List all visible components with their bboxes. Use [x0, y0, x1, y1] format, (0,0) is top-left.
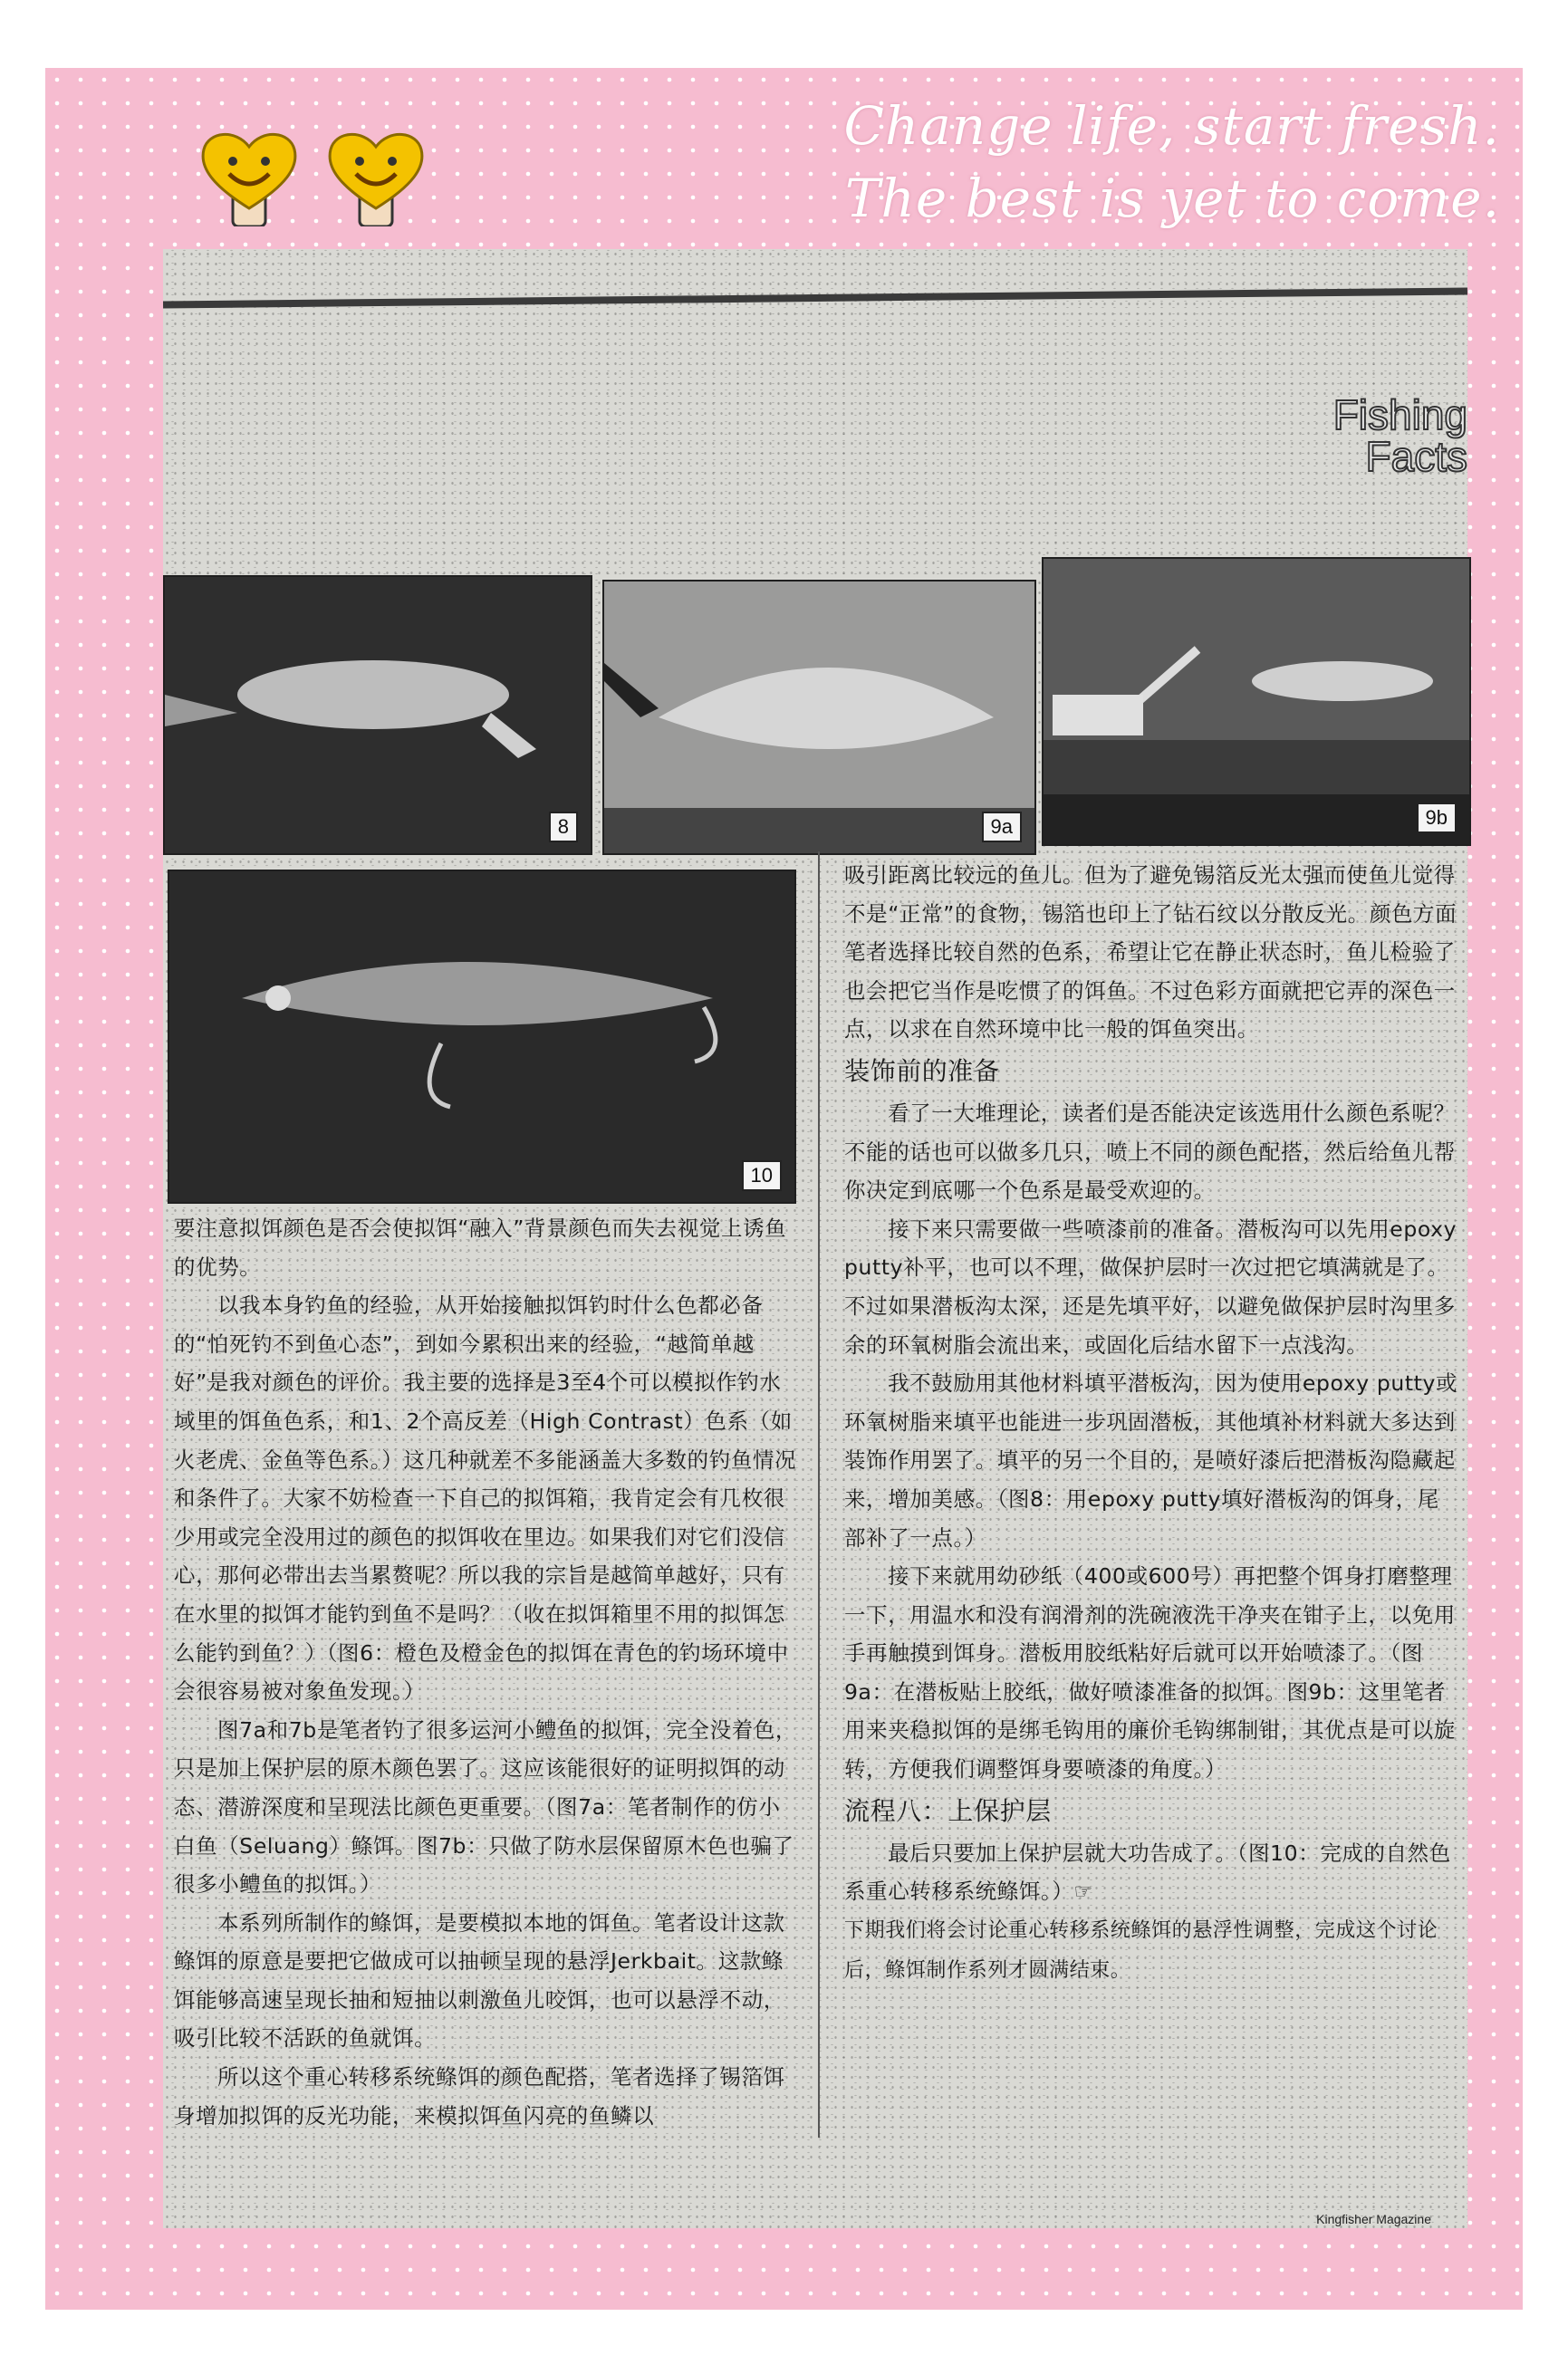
smiley-heart-icon	[195, 127, 303, 226]
photo-lure-8	[163, 575, 592, 855]
brand-line-1: Fishing	[1332, 391, 1467, 438]
left-column	[174, 1209, 799, 2135]
section-heading: 流程八：上保护层	[844, 1795, 1052, 1826]
photo-lure-9a	[602, 580, 1036, 855]
body-paragraph: 以我本身钓鱼的经验，从开始接触拟饵钓时什么色都必备的“怕死钓不到鱼心态”，到如今累积出来的经验，“越简单越好”是我对颜色的评价。我主要的选择是3至4个可以模拟作钓水域里的饵鱼色系，和1、2个高反差（High Contrast）色系（如火老虎、金鱼等色系。）这几种就差不多能涵盖大多数的钓鱼情况和条件了。大家不妨检查一下自己的拟饵箱，我肯定会有几枚很少用或完全没用过的颜色的拟饵收在里边。如果我们对它们没信心，那何必带出去当累赘呢？所以我的宗旨是越简单越好，只有在水里的拟饵才能钓到鱼不是吗？（收在拟饵箱里不用的拟饵怎么能钓到鱼？）（图6：橙色及橙金色的拟饵在青色的钓场环境中会很容易被对象鱼发现。）	[174, 1293, 797, 1705]
fishing-facts-logo	[1332, 391, 1467, 480]
photo-lure-10	[168, 870, 796, 1204]
lure-image	[169, 871, 794, 1202]
body-paragraph: 接下来只需要做一些喷漆前的准备。潜板沟可以先用epoxy putty补平，也可以不理，做保护层时一次过把它填满就是了。不过如果潜板沟太深，还是先填平好，以避免做保护层时沟里多余的环氧树脂会流出来，或固化后结水留下一点浅沟。	[844, 1216, 1457, 1358]
brand-line-2: Facts	[1365, 433, 1467, 480]
body-paragraph: 所以这个重心转移系统鲦饵的颜色配搭，笔者选择了锡箔饵身增加拟饵的反光功能，来模拟饵鱼闪亮的鱼鳞以	[174, 2064, 785, 2129]
lure-image	[1044, 559, 1469, 844]
photo-label: 9a	[982, 812, 1022, 842]
body-paragraph: 要注意拟饵颜色是否会使拟饵“融入”背景颜色而失去视觉上诱鱼的优势。	[174, 1216, 787, 1280]
body-paragraph: 最后只要加上保护层就大功告成了。（图10：完成的自然色系重心转移系统鲦饵。）☞	[844, 1840, 1451, 1905]
next-issue-note: 下期我们将会讨论重心转移系统鲦饵的悬浮性调整，完成这个讨论后，鲦饵制作系列才圆满结束。	[844, 1918, 1438, 1982]
photo-label: 8	[549, 812, 578, 842]
header-rule	[163, 287, 1467, 308]
smiley-heart-icon	[322, 127, 430, 226]
lure-image	[165, 577, 591, 853]
magazine-page	[163, 249, 1467, 2228]
photo-label: 9b	[1417, 803, 1457, 833]
body-paragraph: 接下来就用幼砂纸（400或600号）再把整个饵身打磨整理一下，用温水和没有润滑剂的洗碗液洗干净夹在钳子上，以免用手再触摸到饵身。潜板用胶纸粘好后就可以开始喷漆了。（图9a：在潜板贴上胶纸，做好喷漆准备的拟饵。图9b：这里笔者用来夹稳拟饵的是绑毛钩用的廉价毛钩绑制钳，其优点是可以旋转，方便我们调整饵身要喷漆的角度。）	[844, 1563, 1456, 1783]
body-paragraph: 吸引距离比较远的鱼儿。但为了避免锡箔反光太强而使鱼儿觉得不是“正常”的食物，锡箔也印上了钻石纹以分散反光。颜色方面笔者选择比较自然的色系，希望让它在静止状态时，鱼儿检验了也会把它当作是吃惯了的饵鱼。不过色彩方面就把它弄的深色一点，以求在自然环境中比一般的饵鱼突出。	[844, 862, 1457, 1043]
photo-lure-9b	[1042, 557, 1471, 846]
slogan-line-1: Change life, start fresh.	[843, 95, 1500, 157]
column-divider	[818, 851, 820, 2138]
right-column	[844, 856, 1460, 1991]
magazine-footer: Kingfisher Magazine	[1316, 2212, 1431, 2226]
lure-image	[604, 581, 1034, 853]
body-paragraph: 看了一大堆理论，读者们是否能决定该选用什么颜色系呢？不能的话也可以做多几只，喷上不同的颜色配搭，然后给鱼儿帮你决定到底哪一个色系是最受欢迎的。	[844, 1100, 1456, 1204]
section-heading: 装饰前的准备	[844, 1055, 1000, 1086]
body-paragraph: 我不鼓励用其他材料填平潜板沟，因为使用epoxy putty或环氧树脂来填平也能进一步巩固潜板，其他填补材料就大多达到装饰作用罢了。填平的另一个目的，是喷好漆后把潜板沟隐藏起来，增加美感。（图8：用epoxy putty填好潜板沟的饵身，尾部补了一点。）	[844, 1370, 1458, 1551]
photo-label: 10	[742, 1160, 782, 1191]
slogan-line-2: The best is yet to come.	[844, 168, 1500, 229]
body-paragraph: 本系列所制作的鲦饵，是要模拟本地的饵鱼。笔者设计这款鲦饵的原意是要把它做成可以抽顿呈现的悬浮Jerkbait。这款鲦饵能够高速呈现长抽和短抽以刺激鱼儿咬饵，也可以悬浮不动，吸引比较不活跃的鱼就饵。	[174, 1909, 785, 2052]
body-paragraph: 图7a和7b是笔者钓了很多运河小鳢鱼的拟饵，完全没着色，只是加上保护层的原木颜色罢了。这应该能很好的证明拟饵的动态、潜游深度和呈现法比颜色更重要。（图7a：笔者制作的仿小白鱼（Seluang）鲦饵。图7b：只做了防水层保留原木色也骗了很多小鳢鱼的拟饵。）	[174, 1716, 798, 1898]
